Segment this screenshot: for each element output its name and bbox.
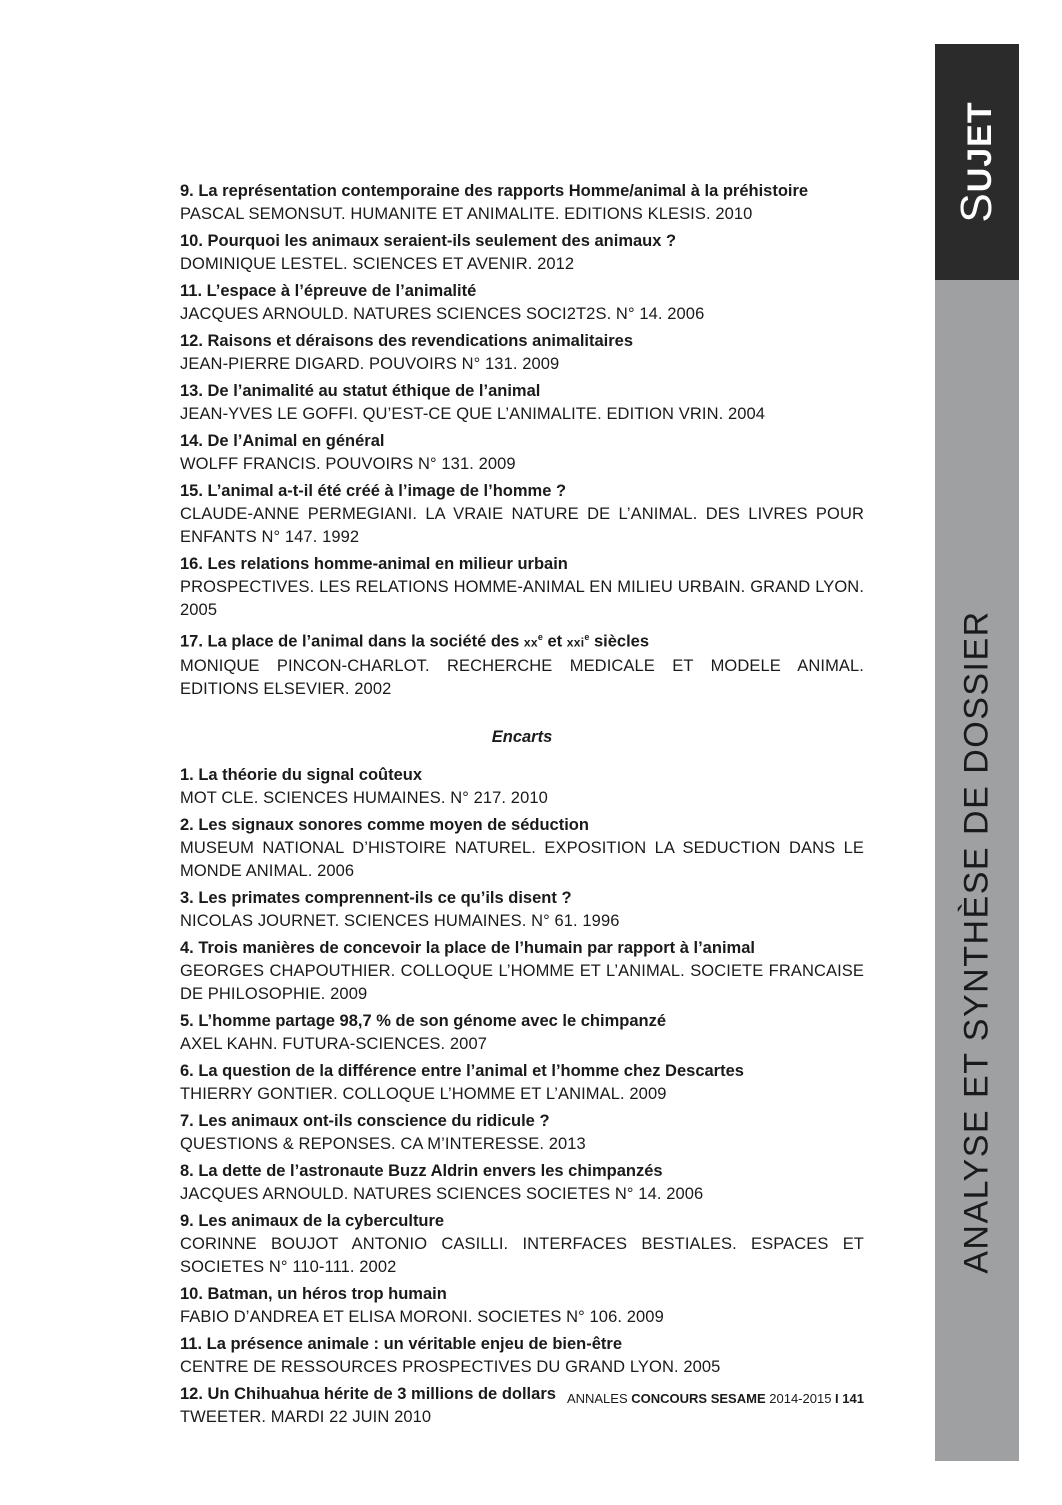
entry-source: MUSEUM NATIONAL D’HISTOIRE NATUREL. EXPOSITION LA SEDUCTION DANS LE MONDE ANIMAL. 2006	[180, 838, 864, 880]
entry-title: 12. Un Chihuahua hérite de 3 millions de dollars	[180, 1384, 556, 1403]
entry-title: 16. Les relations homme-animal en milieur urbain	[180, 555, 568, 573]
entry-title: 1. La théorie du signal coûteux	[180, 765, 423, 784]
page-number: 141	[842, 1391, 864, 1406]
entry-title: 4. Trois manières de concevoir la place de l’humain par rapport à l’animal	[180, 938, 755, 957]
sidebar-top-initial: S	[952, 192, 1001, 223]
century-numeral: xx	[523, 635, 538, 650]
entry-source: JACQUES ARNOULD. NATURES SCIENCES SOCIETES N° 14. 2006	[180, 1184, 704, 1203]
entry-title-end: siècles	[593, 632, 650, 651]
entry-source: GEORGES CHAPOUTHIER. COLLOQUE L’HOMME ET L’ANIMAL. SOCIETE FRANCAISE DE PHILOSOPHIE. 2009	[180, 961, 864, 1003]
entry-title: 8. La dette de l’astronaute Buzz Aldrin envers les chimpanzés	[180, 1161, 663, 1180]
entry-title: 11. La présence animale : un véritable enjeu de bien-être	[180, 1334, 623, 1353]
bibliography-entry	[180, 814, 864, 883]
footer-brand: CONCOURS SESAME	[631, 1391, 766, 1406]
entry-title: 10. Batman, un héros trop humain	[180, 1284, 447, 1303]
bibliography-entry	[180, 280, 864, 326]
entry-source: THIERRY GONTIER. COLLOQUE L’HOMME ET L’ANIMAL. 2009	[180, 1084, 667, 1103]
bibliography-entry	[180, 480, 864, 549]
entry-source: JACQUES ARNOULD. NATURES SCIENCES SOCI2T2S. N° 14. 2006	[180, 305, 705, 323]
entry-source: TWEETER. MARDI 22 JUIN 2010	[180, 1407, 432, 1426]
bibliography-entry	[180, 887, 864, 933]
entry-title: 9. La représentation contemporaine des rapports Homme/animal à la préhistoire	[180, 182, 809, 200]
sidebar-top-rest: UJET	[961, 101, 999, 193]
bibliography-entry	[180, 230, 864, 276]
entry-title: 9. Les animaux de la cyberculture	[180, 1211, 445, 1230]
entry-source: WOLFF FRANCIS. POUVOIRS N° 131. 2009	[180, 455, 516, 473]
entry-title: 6. La question de la différence entre l’animal et l’homme chez Descartes	[180, 1061, 744, 1080]
entry-source: PASCAL SEMONSUT. HUMANITE ET ANIMALITE. EDITIONS KLESIS. 2010	[180, 205, 753, 223]
entry-title	[180, 626, 864, 655]
footer-years: 2014-2015	[769, 1391, 832, 1406]
entry-title: 13. De l’animalité au statut éthique de l’animal	[180, 382, 541, 400]
sidebar-tab	[935, 44, 1019, 1461]
page-footer	[480, 1390, 864, 1408]
entry-source: JEAN-PIERRE DIGARD. POUVOIRS N° 131. 2009	[180, 355, 560, 373]
bibliography-entry	[180, 330, 864, 376]
entry-title: 2. Les signaux sonores comme moyen de séduction	[180, 815, 589, 834]
sidebar-bottom-label: ANALYSE ET SYNTHÈSE DE DOSSIER	[957, 610, 996, 1274]
sidebar-top-label	[952, 101, 1002, 222]
century-numeral: xxi	[566, 635, 585, 650]
entry-title: 10. Pourquoi les animaux seraient-ils seulement des animaux ?	[180, 232, 677, 250]
entry-source: FABIO D’ANDREA ET ELISA MORONI. SOCIETES N° 106. 2009	[180, 1307, 664, 1326]
bibliography-entry	[180, 626, 864, 701]
entry-source: NICOLAS JOURNET. SCIENCES HUMAINES. N° 61. 1996	[180, 911, 620, 930]
bibliography-entry	[180, 380, 864, 426]
entry-source: DOMINIQUE LESTEL. SCIENCES ET AVENIR. 2012	[180, 255, 575, 273]
bibliography-entry	[180, 1210, 864, 1279]
entry-source: JEAN-YVES LE GOFFI. QU’EST-CE QUE L’ANIMALITE. EDITION VRIN. 2004	[180, 405, 766, 423]
entry-source: AXEL KAHN. FUTURA-SCIENCES. 2007	[180, 1034, 488, 1053]
bibliography-entry	[180, 1110, 864, 1156]
page-content	[180, 180, 864, 1433]
entry-title: 3. Les primates comprennent-ils ce qu’ils disent ?	[180, 888, 572, 907]
entry-title-conjunction: et	[547, 632, 563, 651]
entry-source: MONIQUE PINCON-CHARLOT. RECHERCHE MEDICALE ET MODELE ANIMAL. EDITIONS ELSEVIER. 2002	[180, 656, 864, 698]
footer-prefix: ANNALES	[566, 1391, 628, 1406]
bibliography-entry	[180, 937, 864, 1006]
entry-source: MOT CLE. SCIENCES HUMAINES. N° 217. 2010	[180, 788, 548, 807]
bibliography-entry	[180, 430, 864, 476]
entry-source: CORINNE BOUJOT ANTONIO CASILLI. INTERFACES BESTIALES. ESPACES ET SOCIETES N° 110-111. 2002	[180, 1234, 864, 1276]
entry-source: QUESTIONS & REPONSES. CA M’INTERESSE. 2013	[180, 1134, 586, 1153]
entry-title: 5. L’homme partage 98,7 % de son génome avec le chimpanzé	[180, 1011, 667, 1030]
sidebar-tab-dark	[935, 44, 1019, 280]
entry-title: 15. L’animal a-t-il été créé à l’image de l’homme ?	[180, 482, 567, 500]
entry-source: CLAUDE-ANNE PERMEGIANI. LA VRAIE NATURE DE L’ANIMAL. DES LIVRES POUR ENFANTS N° 147. 1992	[180, 505, 864, 546]
entry-source: CENTRE DE RESSOURCES PROSPECTIVES DU GRAND LYON. 2005	[180, 1357, 721, 1376]
century-suffix: e	[537, 632, 543, 642]
section-heading: Encarts	[491, 727, 553, 746]
bibliography-entry	[180, 180, 864, 226]
century-suffix: e	[584, 632, 590, 642]
entry-title: 7. Les animaux ont-ils conscience du ridicule ?	[180, 1111, 550, 1130]
bibliography-entry	[180, 1283, 864, 1329]
bibliography-entry	[180, 1010, 864, 1056]
bibliography-encarts	[180, 764, 864, 1429]
bibliography-entry	[180, 1160, 864, 1206]
bibliography-entry	[180, 764, 864, 810]
bibliography-entry	[180, 1333, 864, 1379]
entry-source: PROSPECTIVES. LES RELATIONS HOMME-ANIMAL EN MILIEU URBAIN. GRAND LYON. 2005	[180, 578, 864, 619]
bibliography-main	[180, 180, 864, 701]
footer-separator: I	[835, 1391, 839, 1406]
bibliography-entry	[180, 553, 864, 622]
entry-title: 14. De l’Animal en général	[180, 432, 385, 450]
entry-title-start: 17. La place de l’animal dans la société des	[180, 632, 520, 651]
bibliography-entry	[180, 1060, 864, 1106]
entry-title: 12. Raisons et déraisons des revendications animalitaires	[180, 332, 634, 350]
sidebar-tab-grey	[935, 280, 1019, 1461]
entry-title: 11. L’espace à l’épreuve de l’animalité	[180, 282, 477, 300]
